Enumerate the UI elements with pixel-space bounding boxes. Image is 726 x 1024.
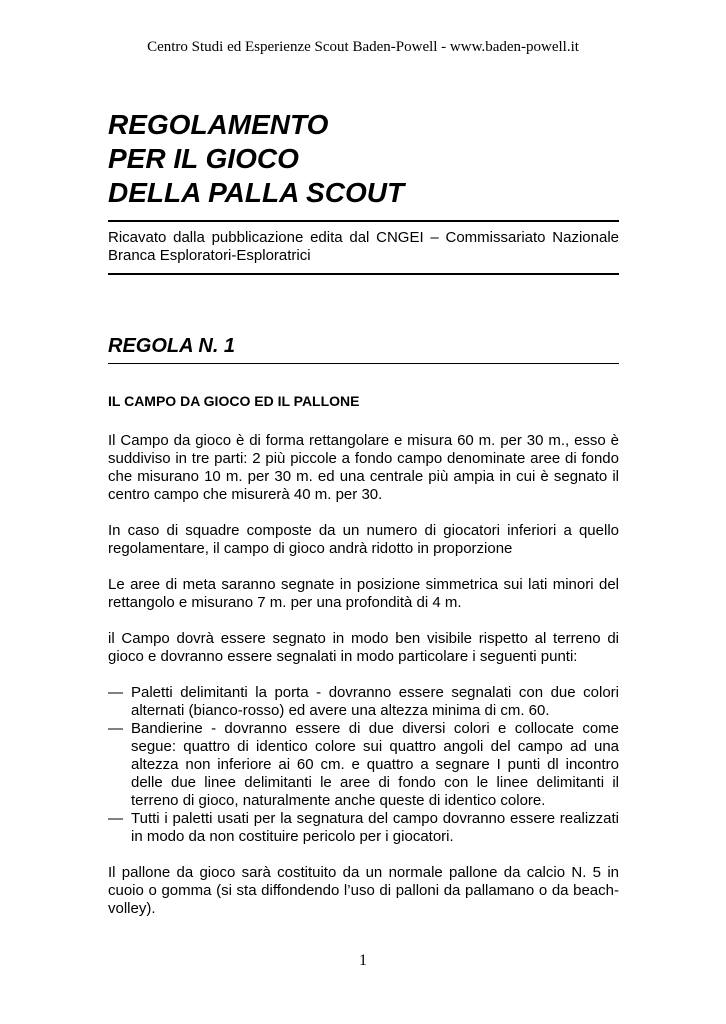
document-title: [108, 108, 619, 210]
bullet-dash: —: [108, 810, 123, 827]
bullet-dash: —: [108, 684, 123, 701]
list-item-text: Paletti delimitanti la porta - dovranno essere segnalati con due colori alternati (bianco-rosso) ed avere una altezza minima di cm. 60.: [131, 684, 619, 719]
list-item: [108, 810, 619, 846]
title-divider-bottom: [108, 273, 619, 275]
list-item: [108, 684, 619, 720]
rule-heading-divider: [108, 363, 619, 364]
list-item: [108, 720, 619, 810]
title-line-3: DELLA PALLA SCOUT: [108, 177, 405, 208]
final-paragraph: Il pallone da gioco sarà costituito da un normale pallone da calcio N. 5 in cuoio o gomma (si sta diffondendo l’uso di palloni da pallamano o da beach-volley).: [108, 864, 619, 917]
bullet-dash: —: [108, 720, 123, 737]
rule-heading: REGOLA N. 1: [108, 335, 236, 357]
paragraph: Il Campo da gioco è di forma rettangolare e misura 60 m. per 30 m., esso è suddiviso in tre parti: 2 più piccole a fondo campo denominate aree di fondo che misurano 10 m. per 30 m. ed una centrale più ampia in cui è segnato il centro campo che misurerà 40 m. per 30.: [108, 432, 619, 503]
bullet-list: [108, 684, 619, 846]
title-line-1: REGOLAMENTO: [108, 109, 329, 140]
document-subtitle: Ricavato dalla pubblicazione edita dal CNGEI – Commissariato Nazionale Branca Esploratori-Esploratrici: [108, 229, 619, 264]
page-number: 1: [359, 952, 367, 969]
section-title: IL CAMPO DA GIOCO ED IL PALLONE: [108, 393, 360, 409]
document-body: [108, 108, 619, 936]
list-item-text: Bandierine - dovranno essere di due diversi colori e collocate come segue: quattro di identico colore sui quattro angoli del campo ad una altezza non inferiore ai 60 cm. e quattro a segnare I punti dl incontro delle due linee delimitanti le aree di fondo con le linee delimitanti il terreno di gioco, naturalmente anche queste di identico colore.: [131, 720, 619, 809]
paragraph: In caso di squadre composte da un numero di giocatori inferiori a quello regolamentare, il campo di gioco andrà ridotto in proporzione: [108, 522, 619, 557]
list-item-text: Tutti i paletti usati per la segnatura del campo dovranno essere realizzati in modo da non costituire pericolo per i giocatori.: [131, 810, 619, 845]
paragraph: Le aree di meta saranno segnate in posizione simmetrica sui lati minori del rettangolo e misurano 7 m. per una profondità di 4 m.: [108, 576, 619, 611]
title-divider-top: [108, 220, 619, 222]
page-header: Centro Studi ed Esperienze Scout Baden-Powell - www.baden-powell.it: [147, 39, 579, 55]
paragraph: il Campo dovrà essere segnato in modo ben visibile rispetto al terreno di gioco e dovranno essere segnalati in modo particolare i seguenti punti:: [108, 630, 619, 665]
title-line-2: PER IL GIOCO: [108, 143, 299, 174]
